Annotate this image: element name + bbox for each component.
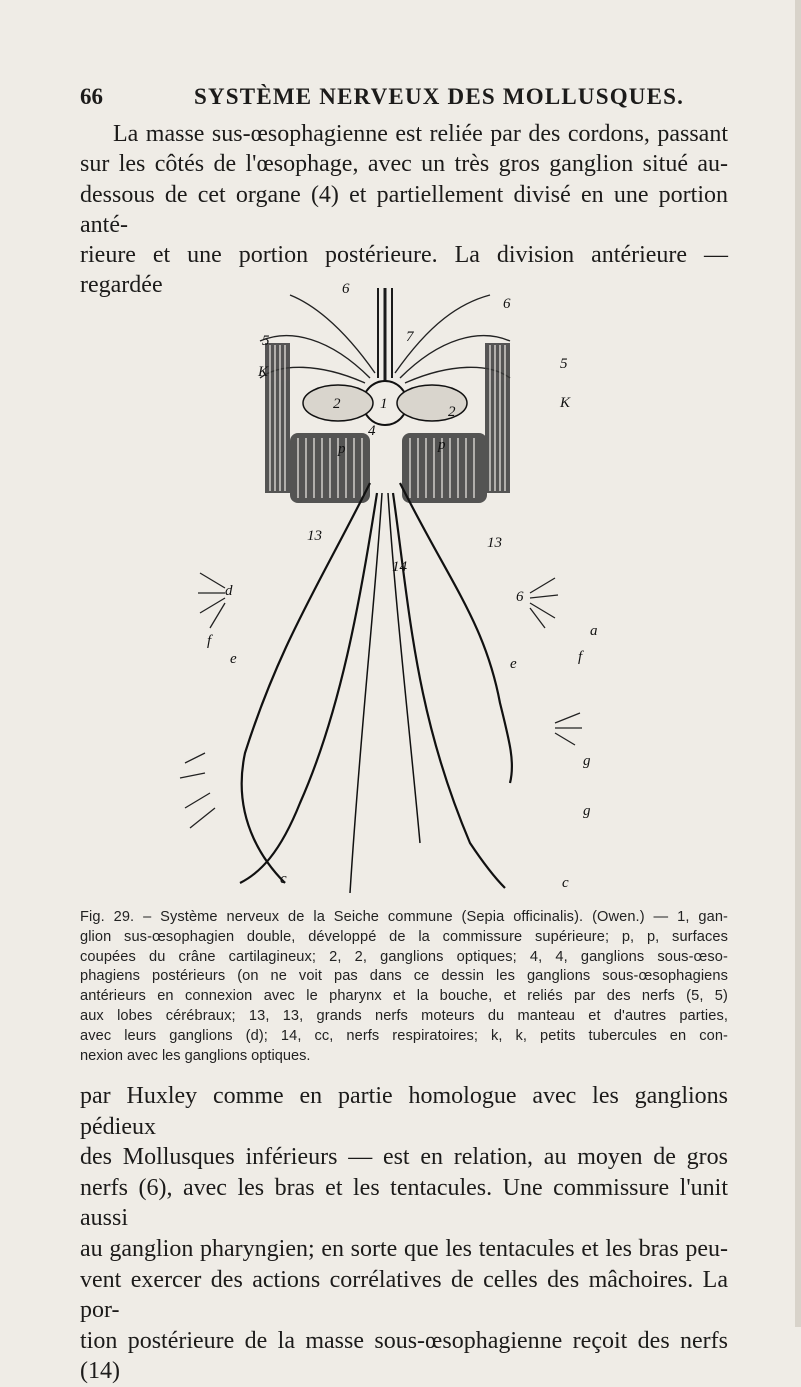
branch-right xyxy=(555,713,582,745)
nervous-system-illustration xyxy=(170,283,600,903)
mantle-nerve-right xyxy=(400,483,512,783)
label-p: p xyxy=(338,441,346,457)
label-7: 7 xyxy=(406,329,414,345)
text-line: sur les côtés de l'œsophage, avec un très gros ganglion situé au- xyxy=(80,151,728,178)
label-6: 6 xyxy=(342,283,350,297)
label-g: g xyxy=(583,753,591,769)
branch-left xyxy=(180,753,215,828)
page-header xyxy=(80,84,720,114)
text-line: par Huxley comme en partie homologue avec les ganglions pédieux xyxy=(80,1083,728,1140)
respiratory-nerve-left xyxy=(240,493,377,883)
optic-ganglion-right xyxy=(397,385,467,421)
arm-nerve xyxy=(290,295,375,373)
text-line: nerfs (6), avec les bras et les tentacules. Une commissure l'unit aussi xyxy=(80,1174,728,1232)
figure-nervous-system xyxy=(170,283,600,903)
label-f: f xyxy=(578,649,583,665)
label-13: 13 xyxy=(307,528,322,544)
caption-line: glion sus-œsophagien double, développé de la commissure supérieure; p, p, surfaces xyxy=(80,928,728,945)
label-k: K xyxy=(560,395,571,411)
label-k: K xyxy=(258,364,269,380)
label-2: 2 xyxy=(448,404,456,420)
label-e: e xyxy=(510,656,517,672)
scan-edge xyxy=(795,0,801,1327)
label-5: 5 xyxy=(262,333,270,349)
label-e: e xyxy=(230,651,237,667)
caption-line: aux lobes cérébraux; 13, 13, grands nerfs moteurs du manteau et d'autres parties, xyxy=(80,1007,728,1024)
label-5: 5 xyxy=(560,356,568,372)
label-6: 6 xyxy=(503,296,511,312)
caption-line: antérieurs en connexion avec le pharynx et la bouche, et reliés par des nerfs (5, 5) xyxy=(80,988,728,1005)
text-line: tion postérieure de la masse sous-œsophagienne reçoit des nerfs (14) xyxy=(80,1327,728,1385)
label-4: 4 xyxy=(368,423,376,439)
label-f: f xyxy=(207,633,212,649)
label-a: a xyxy=(590,623,598,639)
caption-line: avec leurs ganglions (d); 14, cc, nerfs respiratoires; k, k, petits tubercules en con- xyxy=(80,1027,728,1044)
mantle-nerve-left xyxy=(242,483,370,883)
label-13: 13 xyxy=(487,535,502,551)
label-14: 14 xyxy=(392,559,407,575)
text-line: dessous de cet organe (4) et partiellement divisé en une portion anté- xyxy=(80,181,728,238)
optic-block-right xyxy=(485,343,510,493)
text-line: au ganglion pharyngien; en sorte que les tentacules et les bras peu- xyxy=(80,1235,728,1262)
top-paragraph xyxy=(80,119,728,301)
label-6: 6 xyxy=(516,589,524,605)
caption-line: coupées du crâne cartilagineux; 2, 2, ganglions optiques; 4, 4, ganglions sous-œso- xyxy=(80,948,728,965)
label-2: 2 xyxy=(333,396,341,412)
text-line: vent exercer des actions corrélatives de celles des mâchoires. La por- xyxy=(80,1266,728,1324)
bottom-paragraph xyxy=(80,1081,728,1387)
stellate-ganglion-left xyxy=(198,573,225,628)
label-c: c xyxy=(562,875,569,891)
figure-caption xyxy=(80,908,728,1066)
stellate-ganglion-right xyxy=(530,578,558,628)
respiratory-nerve-right xyxy=(393,493,505,888)
label-p: p xyxy=(438,437,446,453)
label-g: g xyxy=(583,803,591,819)
text-line: rieure et une portion postérieure. La division antérieure — regardée xyxy=(80,242,728,299)
label-c: c xyxy=(280,871,287,887)
label-1: 1 xyxy=(380,396,388,412)
text-line: La masse sus-œsophagienne est reliée par des cordons, passant xyxy=(113,121,728,147)
page-number: 66 xyxy=(80,84,103,109)
optic-block-left xyxy=(265,343,290,493)
caption-line: nexion avec les ganglions optiques. xyxy=(80,1047,311,1064)
running-title: SYSTÈME NERVEUX DES MOLLUSQUES. xyxy=(194,84,685,109)
visceral-nerve-left xyxy=(350,493,382,893)
label-d: d xyxy=(225,583,233,599)
text-line: des Mollusques inférieurs — est en relation, au moyen de gros xyxy=(80,1144,728,1171)
caption-line: phagiens postérieurs (on ne voit pas dans ce dessin les ganglions sous-œsophagiens xyxy=(80,968,728,985)
visceral-nerve-right xyxy=(388,493,420,843)
caption-line: Fig. 29. – Système nerveux de la Seiche commune (Sepia officinalis). (Owen.) — 1, gan- xyxy=(80,909,728,925)
